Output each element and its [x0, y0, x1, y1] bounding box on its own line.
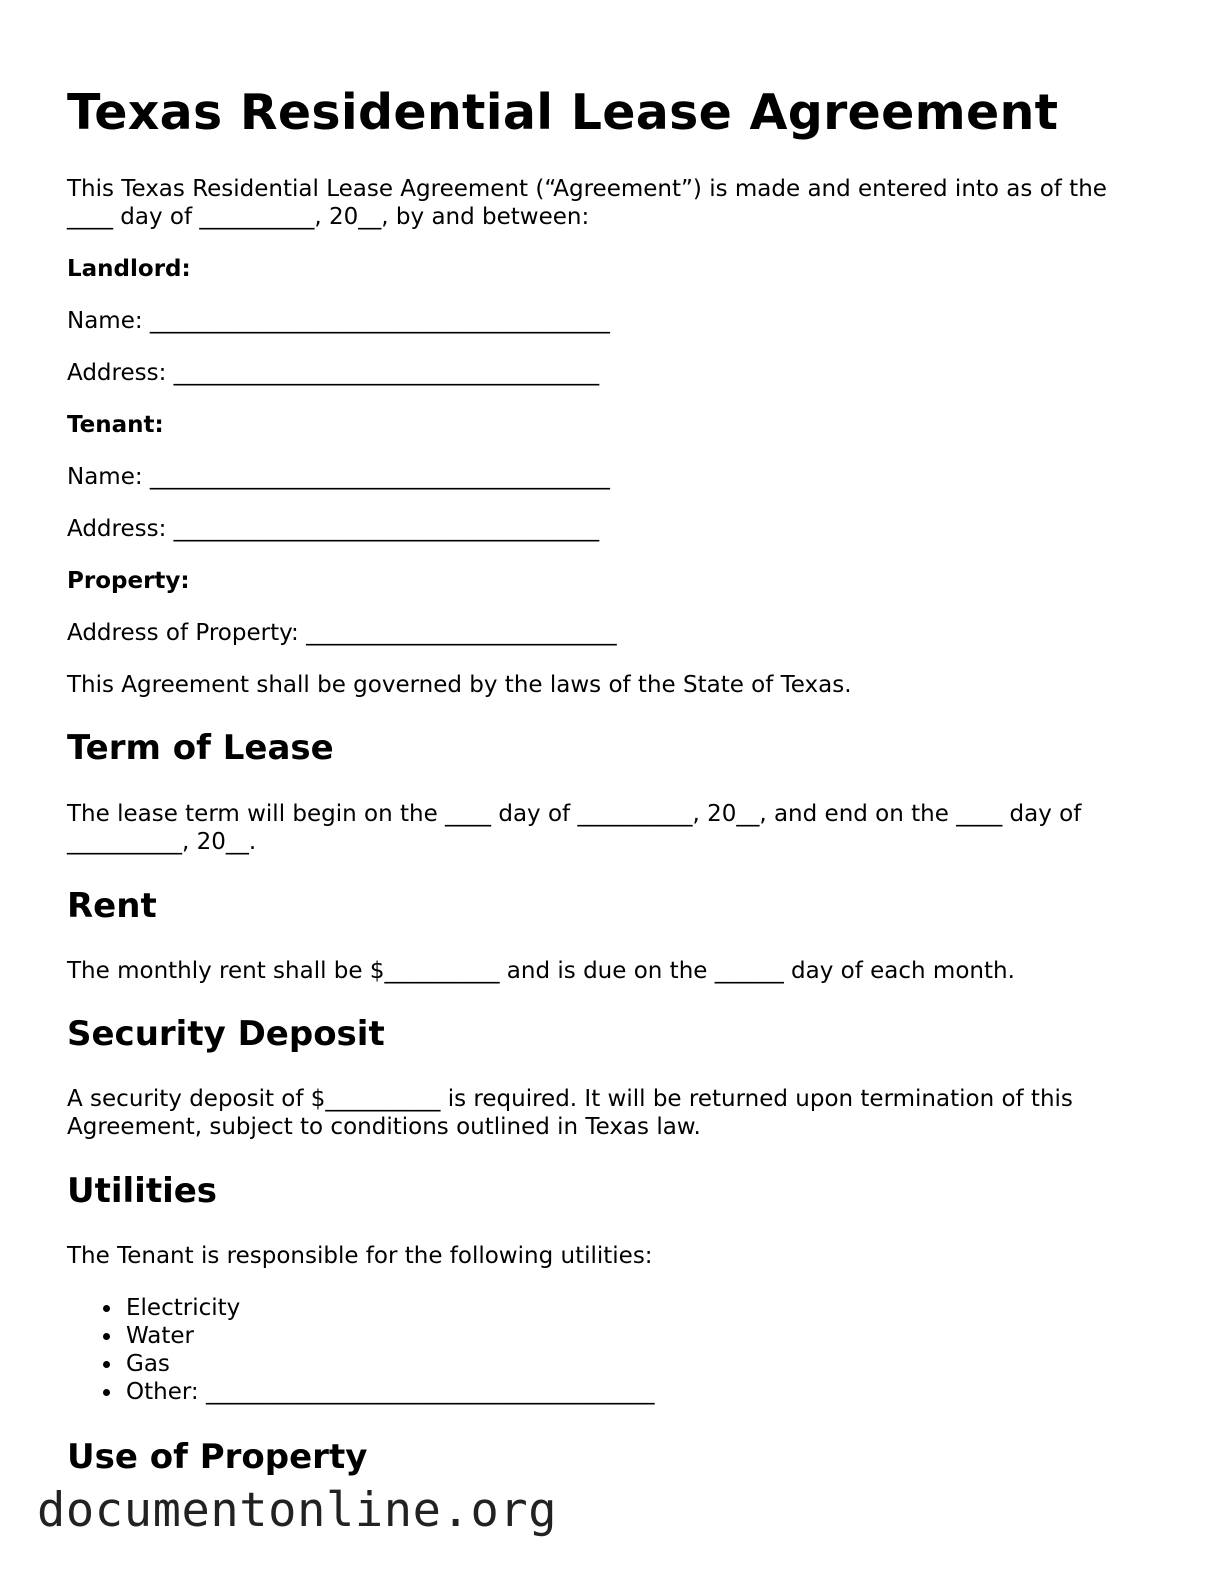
utility-gas: Gas	[126, 1351, 170, 1377]
security-deposit-heading: Security Deposit	[67, 1014, 385, 1054]
tenant-heading: Tenant:	[67, 412, 164, 438]
governing-law-text: This Agreement shall be governed by the laws of the State of Texas.	[67, 672, 852, 698]
list-item	[67, 1350, 654, 1378]
property-heading: Property:	[67, 568, 190, 594]
term-of-lease-line-1: The lease term will begin on the ____ day of __________, 20__, and end on the ____ day of	[67, 801, 1082, 827]
rent-text: The monthly rent shall be $__________ and is due on the ______ day of each month.	[67, 958, 1015, 984]
intro-line-1: This Texas Residential Lease Agreement (“Agreement”) is made and entered into as of the	[67, 176, 1107, 202]
landlord-address-field: Address: _____________________________________	[67, 360, 600, 386]
utility-water: Water	[126, 1323, 194, 1349]
bullet-icon	[103, 1389, 110, 1396]
document-title: Texas Residential Lease Agreement	[67, 84, 1059, 141]
landlord-heading: Landlord:	[67, 256, 191, 282]
property-address-field: Address of Property: ___________________________	[67, 620, 617, 646]
tenant-address-field: Address: _____________________________________	[67, 516, 600, 542]
utility-other: Other: _______________________________________	[126, 1379, 655, 1405]
landlord-name-field: Name: ________________________________________	[67, 308, 610, 334]
watermark: documentonline.org	[37, 1483, 558, 1538]
list-item	[67, 1322, 654, 1350]
utilities-list	[67, 1294, 654, 1406]
security-deposit-line-2: Agreement, subject to conditions outlined in Texas law.	[67, 1114, 701, 1140]
list-item	[67, 1294, 654, 1322]
term-of-lease-line-2: __________, 20__.	[67, 829, 257, 855]
utilities-heading: Utilities	[67, 1171, 218, 1211]
intro-line-2: ____ day of __________, 20__, by and between:	[67, 204, 590, 230]
tenant-name-field: Name: ________________________________________	[67, 464, 610, 490]
security-deposit-line-1: A security deposit of $__________ is required. It will be returned upon termination of this	[67, 1086, 1073, 1112]
utility-electricity: Electricity	[126, 1295, 241, 1321]
list-item	[67, 1378, 654, 1406]
rent-heading: Rent	[67, 886, 157, 926]
bullet-icon	[103, 1305, 110, 1312]
bullet-icon	[103, 1361, 110, 1368]
utilities-intro: The Tenant is responsible for the following utilities:	[67, 1243, 653, 1269]
term-of-lease-heading: Term of Lease	[67, 728, 334, 768]
use-of-property-heading: Use of Property	[67, 1437, 368, 1477]
bullet-icon	[103, 1333, 110, 1340]
